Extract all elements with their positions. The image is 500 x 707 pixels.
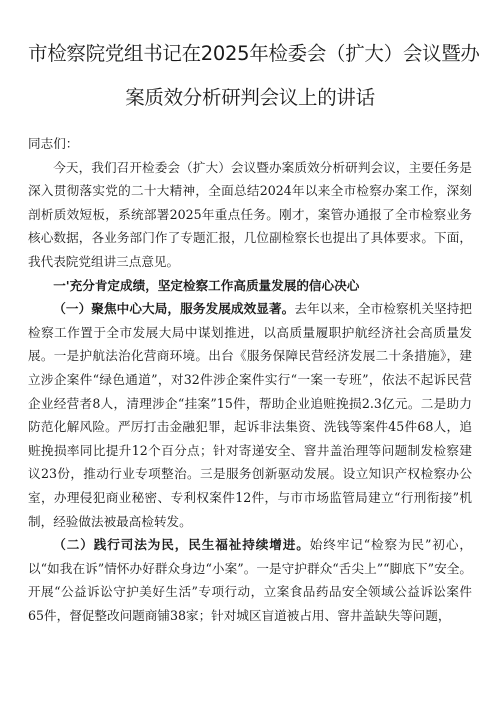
paragraph-2 [28,533,472,627]
section-heading-1: 一'充分肯定成绩，坚定检察工作高质量发展的信心决心 [53,277,360,293]
paragraph-1-lead: （一）聚焦中心大局，服务发展成效显著。 [53,301,295,317]
intro-paragraph: 今天，我们召开检委会（扩大）会议暨办案质效分析研判会议，主要任务是深入贯彻落实党的二十大精神，全面总结2024年以来全市检察办案工作，深刻剖析质效短板，系统部署2025年重点任务。刚才，案管办通报了全市检察业务核心数据，各业务部门作了专题汇报，几位副检察长也提出了具体要求。下面，我代表院党组讲三点意见。 [28,159,472,269]
document-body [28,132,472,627]
paragraph-1 [28,297,472,533]
title-line-1: 市检察院党组书记在2025年检委会（扩大）会议暨办 [28,42,480,65]
paragraph-1-text: 去年以来，全市检察机关坚持把检察工作置于全市发展大局中谋划推进，以高质量履职护航经济社会高质量发展。一是护航法治化营商环境。出台《服务保障民营经济发展二十条措施》，建立涉企案件“绿色通道”，对32件涉企案件实行“一案一专班”，依法不起诉民营企业经营者8人，清理涉企“挂案”15件，帮助企业追赃挽损2.3亿元。二是助力防范化解风险。严厉打击金融犯罪，起诉非法集资、洗钱等案件45件68人，追赃挽损率同比提升12个百分点；针对寄递安全、窨井盖治理等问题制发检察建议23份，推动行业专项整治。三是服务创新驱动发展。设立知识产权检察办公室，办理侵犯商业秘密、专利权案件12件，与市市场监管局建立“行刑衔接”机制，经验做法被最高检转发。 [28,301,473,529]
paragraph-2-text: 始终牢记“检察为民”初心，以“如我在诉”情怀办好群众身边“小案”。一是守护群众“舌尖上”“脚底下”安全。开展“公益诉讼守护美好生活”专项行动，立案食品药品安全领域公益诉讼案件65件，督促整改问题商铺38家；针对城区盲道被占用、窨井盖缺失等问题， [28,537,472,623]
salutation: 同志们： [28,136,79,151]
title-line-2: 案质效分析研判会议上的讲话 [125,86,375,109]
paragraph-2-lead: （二）践行司法为民，民生福祉持续增进。 [53,537,310,553]
document-title [28,32,480,120]
